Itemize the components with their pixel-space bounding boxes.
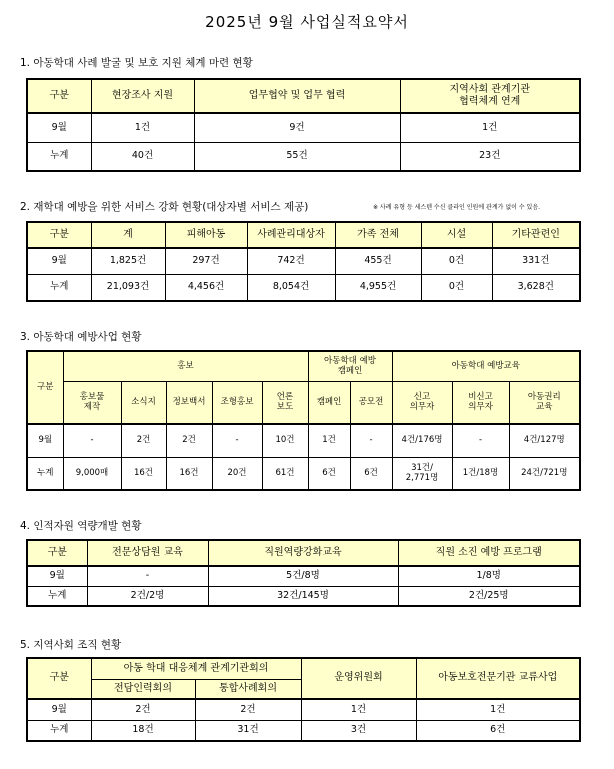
s2-cell: 8,054건 xyxy=(247,274,335,301)
s5-cell: 1건 xyxy=(416,699,580,720)
s2-cell: 331건 xyxy=(492,248,580,274)
s1-cell: 1건 xyxy=(400,113,580,142)
s5-cell: 2건 xyxy=(195,699,301,720)
s3-sub-sculpture: 조형홍보 xyxy=(212,381,262,424)
s2-cell: 4,456건 xyxy=(165,274,247,301)
s5-cell: 6건 xyxy=(416,720,580,741)
s2-header-total: 계 xyxy=(91,222,165,248)
s2-row-total xyxy=(27,274,580,301)
s3-sub-text: 언론 xyxy=(276,391,294,402)
s3-sub-nonmandatory xyxy=(452,381,509,424)
s4-header-burnout: 직원 소진 예방 프로그램 xyxy=(398,540,580,566)
s3-cell: - xyxy=(212,424,262,457)
s1-cell: 40건 xyxy=(91,142,194,171)
s3-sub-rights-edu xyxy=(509,381,580,424)
section-4-title: 4. 인적자원 역량개발 현황 xyxy=(20,520,142,532)
s1-header-site: 현장조사 지원 xyxy=(91,79,194,113)
s3-sub-text: 홍보물 xyxy=(79,391,105,402)
s1-header-network xyxy=(400,79,580,113)
s3-sub-text: 보도 xyxy=(276,402,294,413)
s2-header-victim: 피해아동 xyxy=(165,222,247,248)
s3-cell: 2건 xyxy=(166,424,212,457)
s4-cell: 32건/145명 xyxy=(208,586,398,606)
s2-cell: 0건 xyxy=(421,248,492,274)
s3-cell: 누계 xyxy=(27,457,63,490)
s5-header-staff-meeting: 전담인력회의 xyxy=(91,679,195,699)
s3-cell: 9,000매 xyxy=(63,457,121,490)
s5-header-group: 아동 학대 대응체계 관계기관회의 xyxy=(91,658,301,679)
s2-header-case: 사례관리대상자 xyxy=(247,222,335,248)
s5-header-row-1 xyxy=(27,658,580,679)
s5-cell: 18건 xyxy=(91,720,195,741)
s5-table xyxy=(26,657,581,742)
s1-cell: 9월 xyxy=(27,113,91,142)
s3-header-campaign xyxy=(308,351,392,381)
s2-cell: 0건 xyxy=(421,274,492,301)
s3-sub-text: 제작 xyxy=(83,402,101,413)
s3-cell: 1건/18명 xyxy=(452,457,509,490)
s3-header-row-1 xyxy=(27,351,580,381)
s3-cell: 6건 xyxy=(308,457,350,490)
s2-cell: 742건 xyxy=(247,248,335,274)
s3-header-gubun: 구분 xyxy=(27,351,63,424)
s2-table xyxy=(26,221,581,302)
s3-sub-text: 아동권리 xyxy=(527,391,561,402)
s1-header-gubun: 구분 xyxy=(27,79,91,113)
s3-sub-text: 의무자 xyxy=(409,402,435,413)
section-5-title: 5. 지역사회 조직 현황 xyxy=(20,639,122,651)
s3-cell: 9월 xyxy=(27,424,63,457)
s1-header-mou: 업무협약 및 업무 협력 xyxy=(194,79,400,113)
s2-cell: 455건 xyxy=(335,248,421,274)
s3-sub-press xyxy=(262,381,308,424)
s1-header-network-line2: 협력체계 연계 xyxy=(459,96,521,107)
s2-header-other: 기타관련인 xyxy=(492,222,580,248)
s3-sub-text: 교육 xyxy=(536,402,553,413)
s3-cell: 2건 xyxy=(121,424,166,457)
s2-cell: 누계 xyxy=(27,274,91,301)
s3-sub-text: 신고 xyxy=(413,391,431,402)
s3-header-promo: 홍보 xyxy=(63,351,308,381)
s3-cell: - xyxy=(63,424,121,457)
s5-cell: 3건 xyxy=(301,720,416,741)
s2-header-family: 가족 전체 xyxy=(335,222,421,248)
s3-header-edu: 아동학대 예방교육 xyxy=(392,351,580,381)
s4-cell: 1/8명 xyxy=(398,566,580,586)
s1-row-month xyxy=(27,113,580,142)
s4-table xyxy=(26,539,581,607)
s2-cell: 4,955건 xyxy=(335,274,421,301)
s5-cell: 누계 xyxy=(27,720,91,741)
s1-cell: 1건 xyxy=(91,113,194,142)
s5-cell: 1건 xyxy=(301,699,416,720)
s3-cell: 16건 xyxy=(121,457,166,490)
s3-cell: 20건 xyxy=(212,457,262,490)
s3-cell: - xyxy=(452,424,509,457)
s5-header-gubun: 구분 xyxy=(27,658,91,699)
section-2-note: ※ 사례 유형 등 세스텐 수신 클라인 인원에 관계가 없이 수 있음. xyxy=(373,204,541,211)
s1-header-network-line1: 지역사회 관계기관 xyxy=(449,83,530,95)
s3-sub-promo-material xyxy=(63,381,121,424)
s3-cell: 10건 xyxy=(262,424,308,457)
s4-cell: 2건/25명 xyxy=(398,586,580,606)
s2-cell: 3,628건 xyxy=(492,274,580,301)
s4-row-month xyxy=(27,566,580,586)
s2-cell: 9월 xyxy=(27,248,91,274)
s3-cell: 4건/127명 xyxy=(509,424,580,457)
section-3-title: 3. 아동학대 예방사업 현황 xyxy=(20,331,142,343)
s3-sub-newsletter: 소식지 xyxy=(121,381,166,424)
s5-header-exchange: 아동보호전문기관 교류사업 xyxy=(416,658,580,699)
s2-header-gubun: 구분 xyxy=(27,222,91,248)
s3-sub-text: 비신고 xyxy=(468,391,493,402)
s2-row-month xyxy=(27,248,580,274)
s5-cell: 2건 xyxy=(91,699,195,720)
s3-sub-whitepaper: 정보백서 xyxy=(166,381,212,424)
s1-header-row xyxy=(27,79,580,113)
s3-cell: 31건/ 2,771명 xyxy=(392,457,452,490)
s3-sub-campaign: 캠페인 xyxy=(308,381,350,424)
s3-header-row-2 xyxy=(27,381,580,424)
s5-cell: 31건 xyxy=(195,720,301,741)
s5-row-month xyxy=(27,699,580,720)
s2-cell: 297건 xyxy=(165,248,247,274)
s4-cell: 2건/2명 xyxy=(87,586,208,606)
s3-cell: 6건 xyxy=(350,457,392,490)
s1-cell: 9건 xyxy=(194,113,400,142)
s3-cell: 1건 xyxy=(308,424,350,457)
s3-cell: 24건/721명 xyxy=(509,457,580,490)
s1-cell: 누계 xyxy=(27,142,91,171)
s4-header-staff: 직원역량강화교육 xyxy=(208,540,398,566)
s3-sub-contest: 공모전 xyxy=(350,381,392,424)
s1-row-total xyxy=(27,142,580,171)
s5-cell: 9월 xyxy=(27,699,91,720)
s5-header-case-meeting: 통합사례회의 xyxy=(195,679,301,699)
s3-header-campaign-line1: 아동학대 예방 xyxy=(324,355,376,366)
s4-header-gubun: 구분 xyxy=(27,540,87,566)
s3-row-total xyxy=(27,457,580,490)
s4-cell: 5건/8명 xyxy=(208,566,398,586)
s3-cell: 16건 xyxy=(166,457,212,490)
s1-table xyxy=(26,78,581,172)
s2-cell: 21,093건 xyxy=(91,274,165,301)
s3-cell: 61건 xyxy=(262,457,308,490)
s3-cell: - xyxy=(350,424,392,457)
s4-cell: 누계 xyxy=(27,586,87,606)
s3-header-campaign-line2: 캠페인 xyxy=(337,366,363,377)
s1-cell: 55건 xyxy=(194,142,400,171)
s4-row-total xyxy=(27,586,580,606)
s3-sub-mandatory xyxy=(392,381,452,424)
s5-header-committee: 운영위원회 xyxy=(301,658,416,699)
s2-header-row xyxy=(27,222,580,248)
section-2-title: 2. 재학대 예방을 위한 서비스 강화 현황(대상자별 서비스 제공) xyxy=(20,201,309,213)
s1-cell: 23건 xyxy=(400,142,580,171)
s2-cell: 1,825건 xyxy=(91,248,165,274)
document-title: 2025년 9월 사업실적요약서 xyxy=(205,13,409,31)
s3-row-month xyxy=(27,424,580,457)
s4-cell: 9월 xyxy=(27,566,87,586)
s2-header-facility: 시설 xyxy=(421,222,492,248)
s3-sub-text: 의무자 xyxy=(468,402,493,413)
s3-table xyxy=(26,350,581,491)
s4-cell: - xyxy=(87,566,208,586)
s3-cell: 4건/176명 xyxy=(392,424,452,457)
s4-header-row xyxy=(27,540,580,566)
s4-header-counselor: 전문상담원 교육 xyxy=(87,540,208,566)
section-1-title: 1. 아동학대 사례 발굴 및 보호 지원 체계 마련 현황 xyxy=(20,57,253,69)
s5-row-total xyxy=(27,720,580,741)
